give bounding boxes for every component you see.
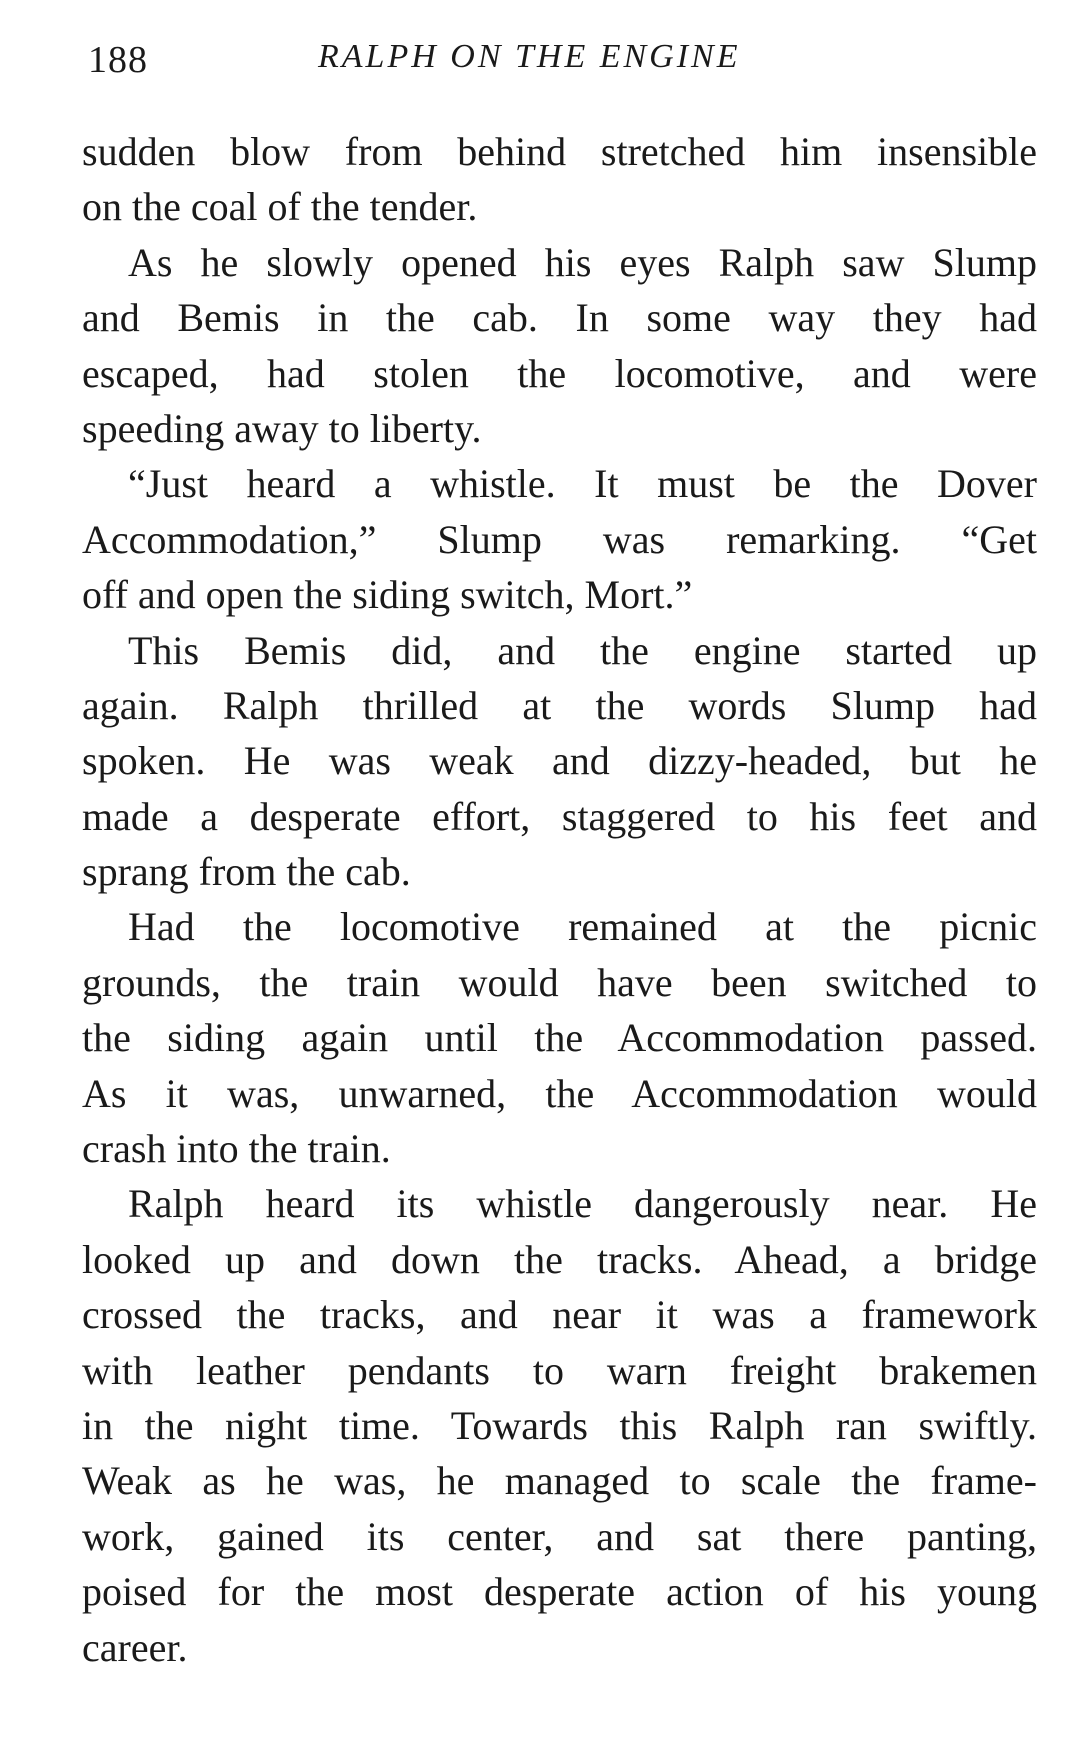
text-line: spoken. He was weak and dizzy-headed, but he [82,738,1037,784]
page-number: 188 [88,39,148,81]
text-line: “Just heard a whistle. It must be the Dover [128,461,1037,507]
text-line: made a desperate effort, staggered to his feet and [82,793,1037,839]
text-line: As it was, unwarned, the Accommodation would [82,1070,1037,1116]
text-line: grounds, the train would have been switched to [82,959,1037,1005]
text-line: the siding again until the Accommodation passed. [82,1015,1037,1061]
text-line: again. Ralph thrilled at the words Slump had [82,682,1037,728]
text-line: on the coal of the tender. [82,184,478,230]
text-line: and Bemis in the cab. In some way they had [82,295,1037,341]
text-line: speeding away to liberty. [82,405,482,451]
text-line: work, gained its center, and sat there panting, [82,1513,1037,1559]
text-line: Weak as he was, he managed to scale the frame- [82,1458,1037,1504]
page-header [88,28,1038,88]
text-line: looked up and down the tracks. Ahead, a bridge [82,1236,1037,1282]
text-line: As he slowly opened his eyes Ralph saw Slump [128,239,1037,285]
text-line: sprang from the cab. [82,849,411,895]
body-text [82,124,1037,1675]
text-line: escaped, had stolen the locomotive, and were [82,350,1037,396]
text-line: This Bemis did, and the engine started up [128,627,1037,673]
text-line: sudden blow from behind stretched him insensible [82,129,1037,174]
text-line: crossed the tracks, and near it was a framework [82,1292,1037,1338]
text-line: poised for the most desperate action of his young [82,1569,1037,1615]
text-line: career. [82,1624,188,1670]
text-line: Had the locomotive remained at the picnic [128,904,1037,950]
text-line: Accommodation,” Slump was remarking. “Get [82,516,1037,562]
running-title: RALPH ON THE ENGINE [318,38,741,75]
text-line: crash into the train. [82,1126,391,1172]
text-line: off and open the siding switch, Mort.” [82,572,693,618]
text-line: Ralph heard its whistle dangerously near. He [128,1181,1037,1227]
text-line: with leather pendants to warn freight brakemen [82,1347,1037,1393]
text-line: in the night time. Towards this Ralph ran swiftly. [82,1402,1037,1448]
